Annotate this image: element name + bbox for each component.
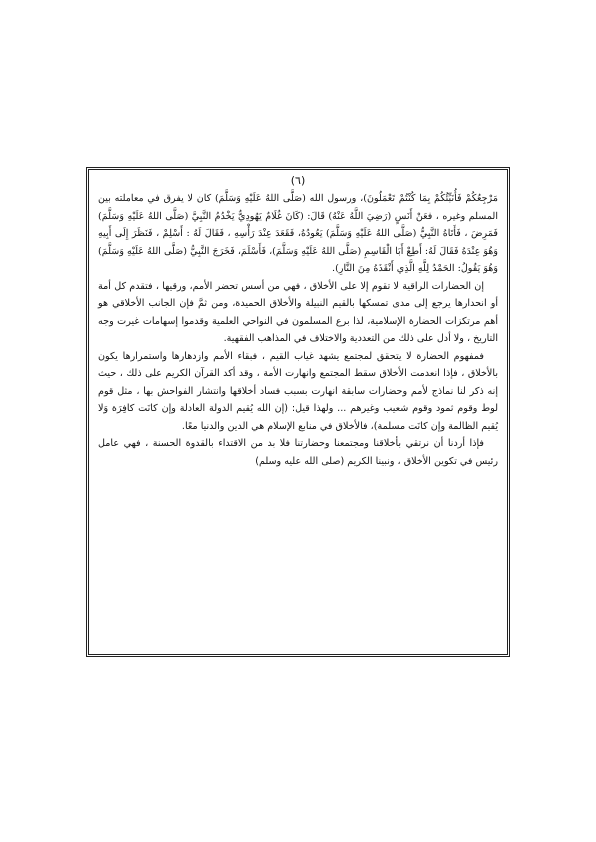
paragraph-civilization-concept: فمفهوم الحضارة لا يتحقق لمجتمع يشهد غياب القيم ، فبقاء الأمم وازدهارها واستمرارها يكون بالأخلاق ، فإذا انعدمت الأخلاق سقط المجتمع وانهارت الأمة ، وقد أكد القرآن الكريم على ذلك ، حيث إنه ذكر لنا نماذج لأمم وحضارات سابقة انهارت بسبب فساد أخلاقها وانتشار الفواحش بها ، مثل قوم لوط وقوم ثمود وقوم شعيب وغيرهم ... ولهذا قيل: (إن الله يُقيم الدولة العادلة وإن كانَت كافِرَة وَلا يُقيم الظالمة وإن كانَت مسلمة)، فالأخلاق في منابع الإسلام هي الدين والدنيا معًا. (98, 350, 498, 432)
paragraph-role-model: فإذا أردنا أن نرتقي بأخلاقنا ومجتمعنا وحضارتنا فلا بد من الاقتداء بالقدوة الحسنة ، فهي عامل رئيس في تكوين الأخلاق ، ونبينا الكريم (صلى الله عليه وسلم) (98, 438, 498, 467)
hadith-paragraph: مَرْجِعُكُمْ فَأُنَبِّئُكُمْ بِمَا كُنْتُمْ تَعْمَلُونَ)، ورسول الله (صَلَّى اللهُ عَلَيْهِ وَسَلَّمَ) كان لا يفرق في معاملته بين المسلم وغيره ، فعَنْ أَنَسٍ (رَضِيَ اللَّهُ عَنْهُ) قَالَ: (كَانَ غُلَامٌ يَهُودِيٌّ يَخْدُمُ النَّبِيَّ (صَلَّى اللهُ عَلَيْهِ وَسَلَّمَ) فَمَرِضَ ، فَأَتَاهُ النَّبِيُّ (صَلَّى اللهُ عَلَيْهِ وَسَلَّمَ) يَعُودُهُ، فَقَعَدَ عِنْدَ رَأْسِهِ ، فَقَالَ لَهُ : أَسْلِمْ ، فَنَظَرَ إِلَى أَبِيهِ وَهُوَ عِنْدَهُ فَقَالَ لَهُ: أَطِعْ أَبَا الْقَاسِمِ (صَلَّى اللهُ عَلَيْهِ وَسَلَّمَ)، فَأَسْلَمَ، فَخَرَجَ النَّبِيُّ (صَلَّى اللهُ عَلَيْهِ وَسَلَّمَ) وَهُوَ يَقُولُ: الحَمْدُ لِلَّهِ الَّذِي أَنْقَذَهُ مِنَ النَّارِ). (98, 193, 498, 274)
page-body (98, 190, 498, 470)
page-frame (86, 167, 510, 657)
paragraph-civilizations-ethics: إن الحضارات الراقية لا تقوم إلا على الأخلاق ، فهي من أسس تحضر الأمم، ورقيها ، فتقدم كل أمة أو انحدارها يرجع إلى مدى تمسكها بالقيم النبيلة والأخلاق الحميدة، ومن ثمَّ فإن الجانب الأخلاقي هو أهم مرتكزات الحضارة الإسلامية، لذا برع المسلمون في النواحي العلمية وقدموا إسهامات غيرت وجه التاريخ ، ولا أدل على ذلك من التعددية والاختلاف في المذاهب الفقهية. (98, 280, 498, 344)
page-number: (٦) (290, 174, 306, 187)
